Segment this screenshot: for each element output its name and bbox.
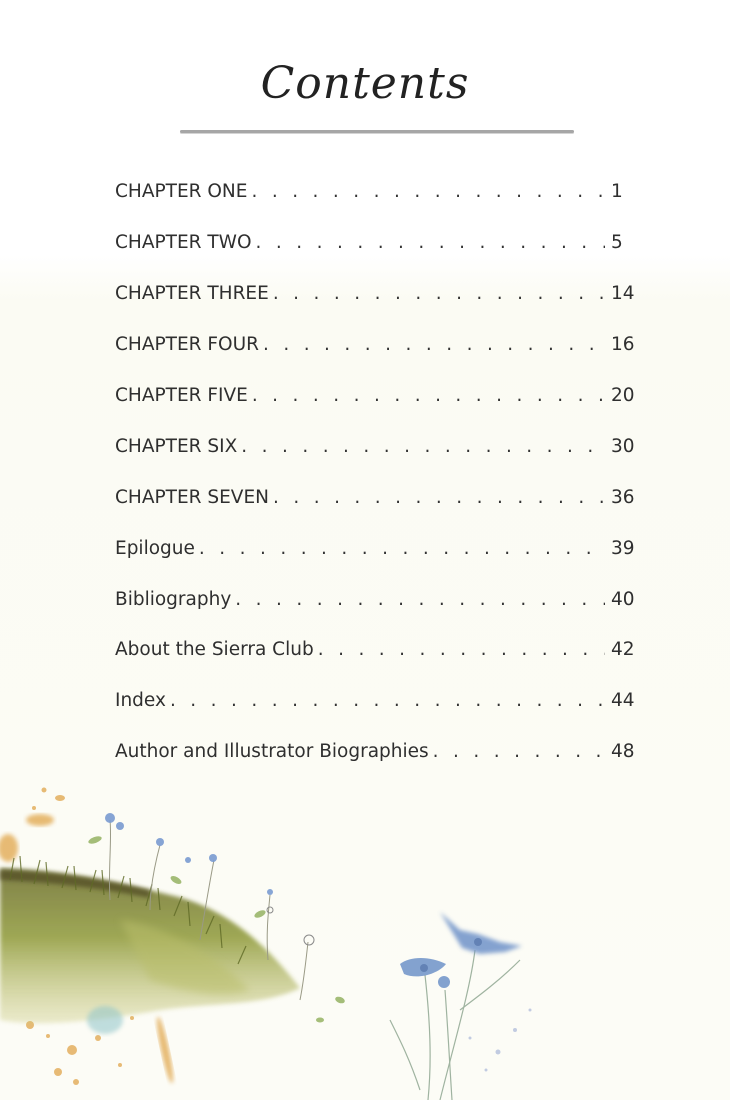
- toc-entry-page: 44: [611, 690, 635, 711]
- toc-entry-label: Index: [115, 690, 166, 711]
- toc-entry-chapter-five[interactable]: [115, 381, 635, 411]
- dot-leader: [318, 635, 605, 665]
- toc-entry-chapter-one[interactable]: [115, 177, 635, 207]
- toc-entry-page: 14: [611, 283, 635, 304]
- dot-leader: [252, 381, 605, 411]
- toc-entry-label: Bibliography: [115, 589, 232, 610]
- dot-leader: [273, 279, 605, 309]
- toc-entry-page: 20: [611, 385, 635, 406]
- page-title: Contents: [260, 58, 470, 109]
- dot-leader: [235, 585, 605, 615]
- toc-entry-bibliography[interactable]: [115, 585, 635, 615]
- blue-cornflowers: [390, 912, 532, 1100]
- toc-entry-page: 48: [611, 741, 635, 762]
- toc-entry-chapter-four[interactable]: [115, 330, 635, 360]
- toc-entry-page: 30: [611, 436, 635, 457]
- dot-leader: [251, 177, 605, 207]
- toc-entry-label: About the Sierra Club: [115, 639, 314, 660]
- toc-entry-chapter-six[interactable]: [115, 432, 635, 462]
- toc-entry-page: 1: [611, 181, 623, 202]
- toc-entry-label: CHAPTER SIX: [115, 436, 238, 457]
- toc-entry-chapter-two[interactable]: [115, 228, 635, 258]
- toc-entry-about-sierra-club[interactable]: [115, 635, 635, 665]
- toc-entry-chapter-seven[interactable]: [115, 483, 635, 513]
- toc-entry-label: CHAPTER TWO: [115, 232, 252, 253]
- toc-entry-label: CHAPTER FIVE: [115, 385, 248, 406]
- toc-entry-page: 5: [611, 232, 623, 253]
- title-underline: [180, 130, 574, 133]
- toc-entry-page: 16: [611, 334, 635, 355]
- dot-leader: [263, 330, 605, 360]
- dot-leader: [273, 483, 605, 513]
- toc-entry-page: 39: [611, 538, 635, 559]
- toc-entry-page: 36: [611, 487, 635, 508]
- toc-entry-label: Epilogue: [115, 538, 195, 559]
- toc-entry-page: 42: [611, 639, 635, 660]
- dot-leader: [241, 432, 605, 462]
- toc-entry-chapter-three[interactable]: [115, 279, 635, 309]
- dot-leader: [256, 228, 605, 258]
- toc-entry-epilogue[interactable]: [115, 534, 635, 564]
- dot-leader: [199, 534, 605, 564]
- toc-entry-page: 40: [611, 589, 635, 610]
- toc-entry-label: Author and Illustrator Biographies: [115, 741, 429, 762]
- toc-entry-label: CHAPTER ONE: [115, 181, 248, 202]
- toc-entry-index[interactable]: [115, 686, 635, 716]
- seed-head-icon: [267, 907, 314, 945]
- toc-entry-label: CHAPTER SEVEN: [115, 487, 269, 508]
- watercolor-grass-and-flowers-illustration: [0, 720, 730, 1100]
- dot-leader: [170, 686, 605, 716]
- toc-entry-label: CHAPTER FOUR: [115, 334, 259, 355]
- toc-entry-label: CHAPTER THREE: [115, 283, 269, 304]
